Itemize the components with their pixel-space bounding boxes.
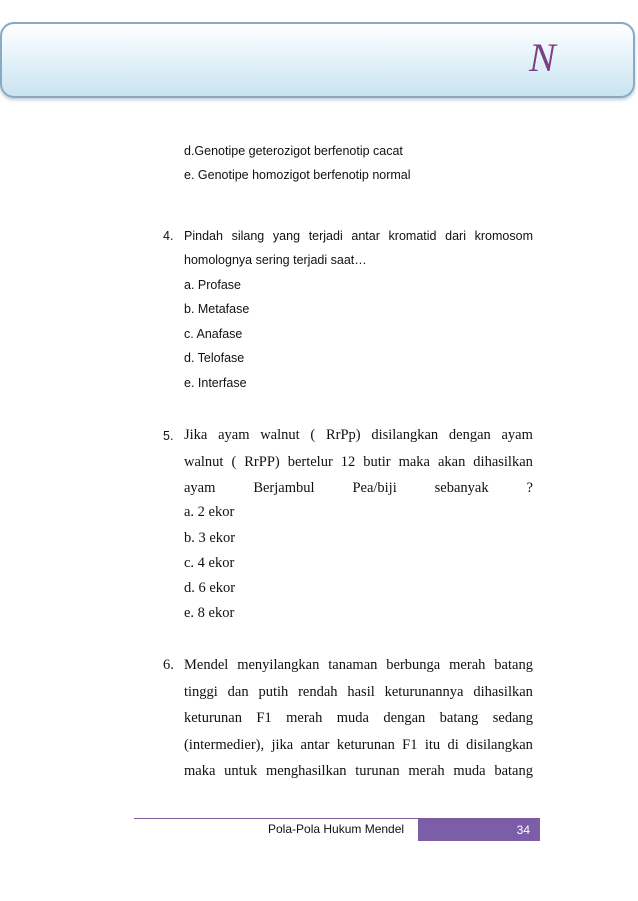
question-4-option-d: d. Telofase bbox=[184, 351, 245, 365]
word: untuk bbox=[224, 763, 258, 779]
word: keturunan bbox=[184, 710, 242, 726]
word: disilangkan bbox=[466, 737, 533, 753]
question-4-line-1 bbox=[184, 230, 533, 243]
word: dengan bbox=[383, 710, 426, 726]
question-5-line-3 bbox=[184, 481, 533, 496]
question-6-line-4 bbox=[184, 738, 533, 753]
word: keturunannya bbox=[384, 684, 464, 700]
word: dan bbox=[227, 684, 249, 700]
question-4-option-c: c. Anafase bbox=[184, 327, 243, 341]
word: menghasilkan bbox=[265, 763, 347, 779]
question-5-option-b: b. 3 ekor bbox=[184, 530, 236, 546]
word: walnut bbox=[260, 427, 300, 443]
question-4-line-2: homolognya sering terjadi saat… bbox=[184, 253, 367, 267]
word: sedang bbox=[492, 710, 533, 726]
word: Jika bbox=[184, 427, 208, 443]
word: hasil bbox=[347, 684, 375, 700]
question-6-line-1 bbox=[184, 658, 533, 673]
question-4-option-e: e. Interfase bbox=[184, 376, 247, 390]
word: ? bbox=[526, 480, 533, 496]
word: menyilangkan bbox=[237, 657, 320, 673]
option-d-prev: d.Genotipe geterozigot berfenotip cacat bbox=[184, 144, 403, 158]
word: F1 bbox=[256, 710, 272, 726]
question-4-option-b: b. Metafase bbox=[184, 302, 250, 316]
word: berbunga bbox=[386, 657, 441, 673]
page-number: 34 bbox=[516, 823, 530, 837]
word: Mendel bbox=[184, 657, 229, 673]
question-6-line-5 bbox=[184, 764, 533, 779]
word: terjadi bbox=[308, 229, 343, 243]
word: butir bbox=[363, 454, 391, 470]
word: ayam bbox=[218, 427, 250, 443]
word: batang bbox=[439, 710, 479, 726]
question-5-option-c: c. 4 ekor bbox=[184, 555, 235, 571]
word: tanaman bbox=[328, 657, 378, 673]
word: dihasilkan bbox=[473, 684, 533, 700]
question-5-line-1 bbox=[184, 428, 533, 443]
word: walnut bbox=[184, 454, 224, 470]
word: sebanyak bbox=[434, 480, 489, 496]
word: RrPP) bbox=[244, 454, 280, 470]
word: dengan bbox=[448, 427, 491, 443]
word: kromosom bbox=[474, 229, 533, 243]
word: ayam bbox=[184, 480, 216, 496]
question-6-number: 6. bbox=[163, 657, 174, 673]
question-4-number: 4. bbox=[163, 229, 174, 243]
word: merah bbox=[449, 657, 486, 673]
word: Berjambul bbox=[253, 480, 315, 496]
word: ( bbox=[310, 427, 316, 443]
word: yang bbox=[272, 229, 301, 243]
word: rendah bbox=[298, 684, 338, 700]
word: ( bbox=[231, 454, 237, 470]
option-e-prev: e. Genotipe homozigot berfenotip normal bbox=[184, 168, 411, 182]
word: tinggi bbox=[184, 684, 218, 700]
word: antar bbox=[300, 737, 330, 753]
word: di bbox=[447, 737, 459, 753]
word: muda bbox=[453, 763, 486, 779]
word: RrPp) bbox=[325, 427, 361, 443]
word: dari bbox=[445, 229, 466, 243]
word: merah bbox=[286, 710, 323, 726]
word: (intermedier), bbox=[184, 737, 265, 753]
question-5-line-2 bbox=[184, 455, 533, 470]
word: muda bbox=[336, 710, 369, 726]
word: Pindah bbox=[184, 229, 223, 243]
word: Pea/biji bbox=[352, 480, 397, 496]
word: batang bbox=[494, 763, 533, 779]
question-5-option-a: a. 2 ekor bbox=[184, 504, 235, 520]
word: maka bbox=[184, 763, 216, 779]
question-6-line-3 bbox=[184, 711, 533, 726]
question-5-option-e: e. 8 ekor bbox=[184, 605, 235, 621]
question-6-line-2 bbox=[184, 685, 533, 700]
question-5-number: 5. bbox=[163, 429, 174, 443]
word: F1 bbox=[402, 737, 418, 753]
page-number-box bbox=[418, 819, 540, 841]
word: ayam bbox=[501, 427, 533, 443]
word: jika bbox=[271, 737, 294, 753]
word: merah bbox=[408, 763, 445, 779]
word: disilangkan bbox=[371, 427, 439, 443]
question-5-option-d: d. 6 ekor bbox=[184, 580, 236, 596]
header-logo: N bbox=[529, 35, 556, 80]
word: kromatid bbox=[388, 229, 437, 243]
word: keturunan bbox=[336, 737, 395, 753]
word: bertelur bbox=[287, 454, 333, 470]
word: itu bbox=[424, 737, 441, 753]
word: putih bbox=[258, 684, 289, 700]
word: turunan bbox=[355, 763, 400, 779]
word: silang bbox=[231, 229, 265, 243]
question-4-option-a: a. Profase bbox=[184, 278, 241, 292]
word: maka bbox=[398, 454, 430, 470]
word: 12 bbox=[340, 454, 356, 470]
word: batang bbox=[494, 657, 533, 673]
footer-title: Pola-Pola Hukum Mendel bbox=[268, 822, 405, 836]
word: akan bbox=[437, 454, 466, 470]
word: dihasilkan bbox=[473, 454, 533, 470]
word: antar bbox=[351, 229, 380, 243]
